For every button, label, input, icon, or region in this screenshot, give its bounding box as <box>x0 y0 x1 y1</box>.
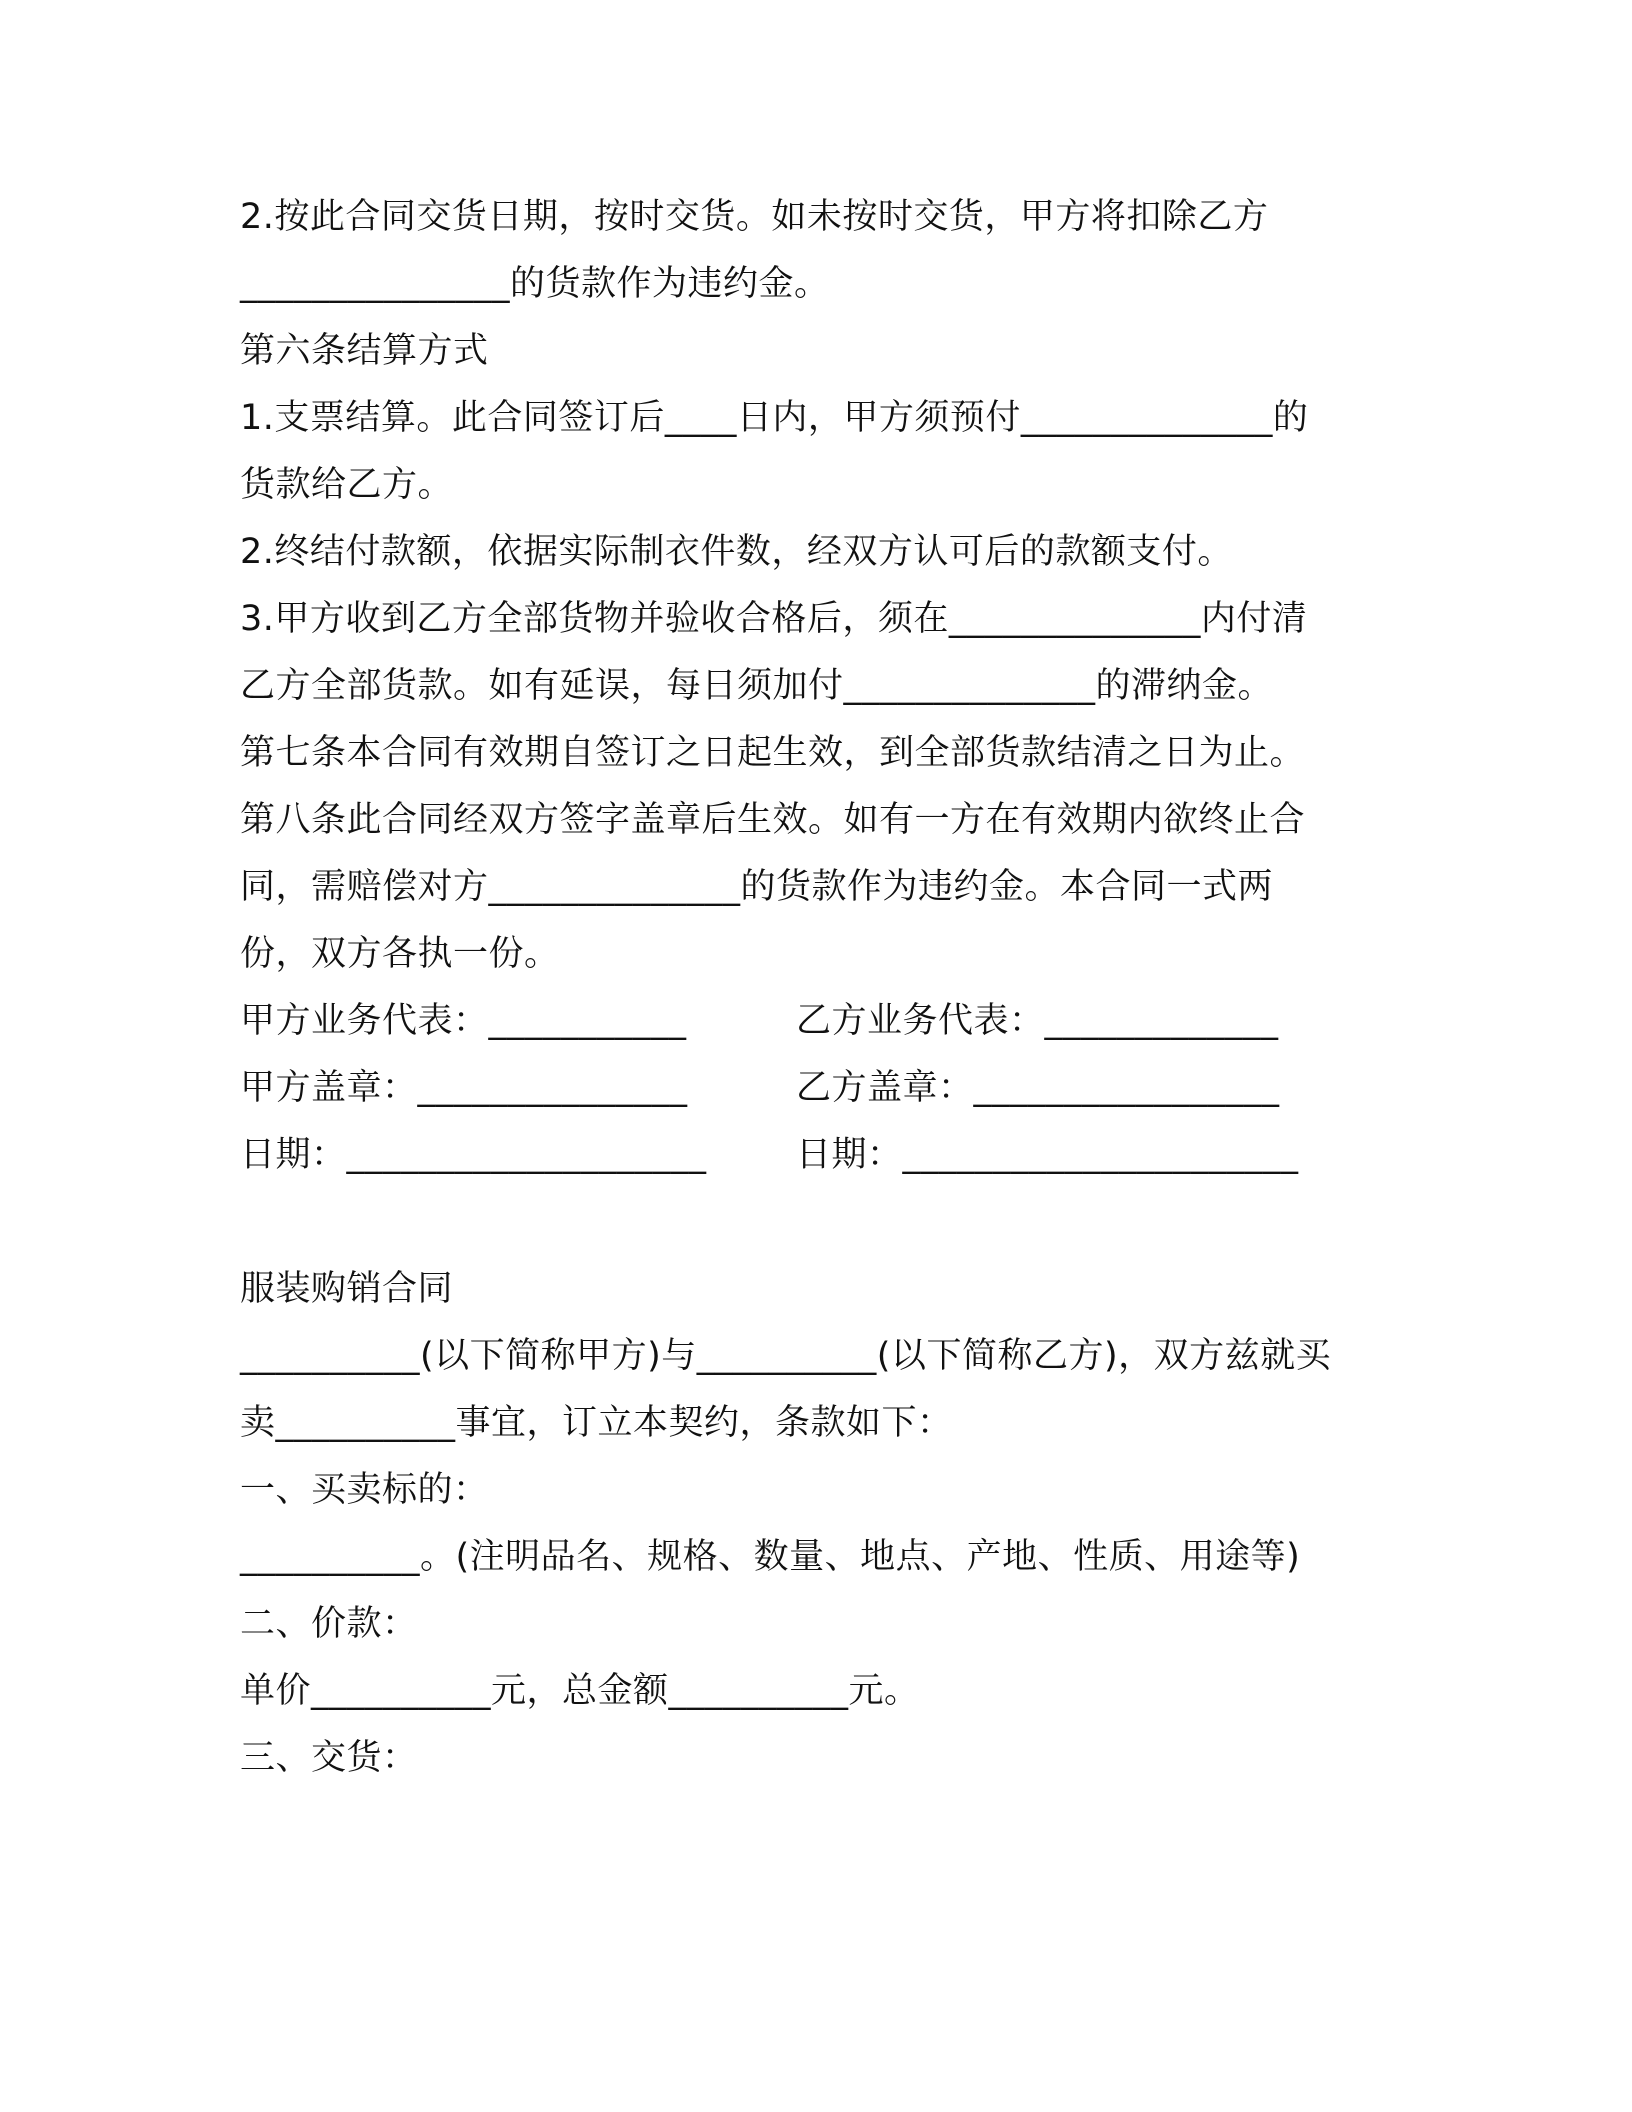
clause-6-item-2: 2.终结付款额，依据实际制衣件数，经双方认可后的款额支付。 <box>240 532 1233 572</box>
clause-6-item-1-line-1: 1.支票结算。此合同签订后____日内，甲方须预付______________的 <box>240 398 1309 438</box>
clause-5-item-2-line-1: 2.按此合同交货日期，按时交货。如未按时交货，甲方将扣除乙方 <box>240 197 1269 237</box>
section-2-heading: 二、价款： <box>240 1604 418 1644</box>
party-b-representative: 乙方业务代表：_____________ <box>796 1001 1279 1041</box>
clause-8-line-2: 同，需赔偿对方______________的货款作为违约金。本合同一式两 <box>240 867 1274 907</box>
clause-6-item-3-line-2: 乙方全部货款。如有延误，每日须加付______________的滞纳金。 <box>240 666 1274 706</box>
clause-6-heading: 第六条结算方式 <box>240 331 489 371</box>
section-1-heading: 一、买卖标的： <box>240 1470 489 1510</box>
party-b-seal: 乙方盖章：_________________ <box>796 1068 1280 1108</box>
clause-8-line-3: 份，双方各执一份。 <box>240 934 560 974</box>
second-contract-title: 服装购销合同 <box>240 1269 454 1309</box>
section-3-heading: 三、交货： <box>240 1738 418 1778</box>
clause-6-item-1-line-2: 货款给乙方。 <box>240 465 454 505</box>
section-2-body: 单价__________元，总金额__________元。 <box>240 1671 920 1711</box>
party-a-representative: 甲方业务代表：___________ <box>240 1001 687 1041</box>
second-contract-intro-line-2: 卖__________事宜，订立本契约，条款如下： <box>240 1403 953 1443</box>
section-1-body: __________。(注明品名、规格、数量、地点、产地、性质、用途等) <box>240 1537 1301 1577</box>
clause-8-line-1: 第八条此合同经双方签字盖章后生效。如有一方在有效期内欲终止合 <box>240 800 1306 840</box>
party-a-seal: 甲方盖章：_______________ <box>240 1068 688 1108</box>
party-a-date: 日期：____________________ <box>240 1135 707 1175</box>
party-b-date: 日期：______________________ <box>796 1135 1299 1175</box>
clause-7: 第七条本合同有效期自签订之日起生效，到全部货款结清之日为止。 <box>240 733 1306 773</box>
clause-6-item-3-line-1: 3.甲方收到乙方全部货物并验收合格后，须在______________内付清 <box>240 599 1308 639</box>
clause-5-item-2-line-2: _______________的货款作为违约金。 <box>240 264 830 304</box>
second-contract-intro-line-1: __________(以下简称甲方)与__________(以下简称乙方)，双方兹就买 <box>240 1336 1332 1376</box>
